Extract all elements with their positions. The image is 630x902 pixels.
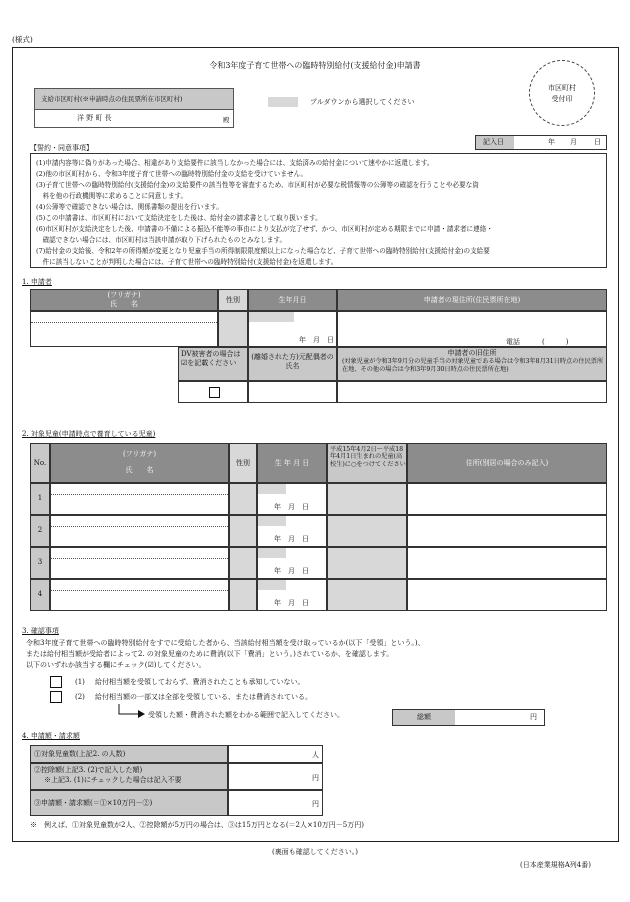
mayor-name: 洋 野 町 長 — [77, 114, 112, 122]
pledge-item: 料を他の行政機関等に求めることに同意します。 — [36, 192, 188, 200]
option2-label: 給付相当額の一部又は全部を受領している、または費消されている。 — [95, 693, 312, 701]
option2-number: (2) — [75, 693, 85, 701]
child-hs-field[interactable] — [327, 547, 407, 579]
option1-label: 給付相当額を受領しておらず、費消されたことも承知していない。 — [95, 678, 305, 686]
applicant-birth-ymd: 年 月 日 — [299, 336, 334, 344]
child-birth-field[interactable] — [257, 579, 327, 611]
form-style-label: (様式) — [12, 35, 33, 44]
child-gender-select[interactable] — [229, 515, 257, 547]
pledge-heading: 【誓約・同意事項】 — [30, 144, 93, 152]
pledge-item: (2)他の市区町村から、令和3年度子育て世帯への臨時特別給付金の支給を受けていません。 — [36, 170, 308, 178]
dropdown-hint: プルダウンから選択してください — [310, 98, 415, 106]
option1-number: (1) — [75, 678, 85, 686]
children-furigana-header: (フリガナ) — [122, 450, 157, 458]
child-name-field[interactable] — [50, 579, 229, 611]
child-hs-field[interactable] — [327, 483, 407, 515]
child-birth-field[interactable] — [257, 515, 327, 547]
pledge-item: (1)申請内容等に偽りがあった場合、相違があり支給要件に該当しなかった場合には、支給済みの給付金について速やかに返還します。 — [36, 159, 434, 167]
form-title: 令和3年度子育て世帯への臨時特別給付(支援給付金)申請書 — [209, 61, 421, 70]
section3-intro-3: 以下のいずれか該当する欄にチェック(☑)してください。 — [26, 661, 206, 669]
pledge-box — [30, 153, 607, 268]
child-hs-field[interactable] — [327, 515, 407, 547]
applicant-table — [30, 289, 607, 412]
exspouse-field[interactable] — [248, 381, 337, 403]
section3-heading: 3. 確認事項 — [22, 627, 59, 635]
children-gender-header: 性別 — [236, 459, 250, 467]
child-name-field[interactable] — [50, 547, 229, 579]
pledge-item: 件に該当しないことが判明した場合には、子育て世帯への臨時特別給付(支援給付金)を返還します。 — [36, 258, 338, 266]
child-birth-field[interactable] — [257, 547, 327, 579]
section3-intro-2: または給付相当額が受給者によって2. の対象児童のために費消(以下「費消」という。)されているか、を確認します。 — [26, 650, 394, 658]
applicant-name-header: 氏 名 — [110, 300, 138, 308]
child-gender-select[interactable] — [229, 483, 257, 515]
dv-label: DV被害者の場合は☑を記載ください — [181, 350, 241, 367]
arrow-icon — [118, 703, 148, 719]
child-birth-ymd: 年 月 日 — [274, 567, 309, 575]
child-birth-ymd: 年 月 日 — [274, 535, 309, 543]
request-unit: 円 — [312, 800, 319, 808]
section4-heading: 4. 申請額・請求額 — [22, 732, 80, 740]
municipality-select[interactable] — [34, 88, 234, 110]
pledge-item: (7)給付金の支給後、令和2年の所得額が変更となり児童手当の所得制限限度額以上になった場合など、子育て世帯への臨時特別給付(支援給付金)の支給要 — [36, 247, 490, 255]
applicant-gender-header: 性別 — [226, 296, 240, 304]
applicant-furigana-header: (フリガナ) — [107, 291, 141, 299]
child-hs-field[interactable] — [327, 579, 407, 611]
applicant-name-field[interactable] — [30, 311, 218, 347]
entry-day: 日 — [594, 138, 601, 146]
applicant-birth-field[interactable] — [248, 311, 337, 347]
entry-date-label: 記入日 — [483, 138, 504, 146]
children-hs-header: 平成15年4月2日～平成18年4月1日生まれの児童(高校生)に○をつけてください — [330, 446, 406, 468]
request-field[interactable] — [228, 790, 323, 816]
applicant-address-header: 申請者の現住所(住民票所在地) — [423, 296, 521, 304]
children-address-header: 住所(別居の場合のみ記入) — [465, 459, 549, 467]
option2-checkbox[interactable] — [50, 691, 62, 703]
children-birth-header: 生 年 月 日 — [274, 459, 310, 467]
applicant-gender-select[interactable] — [218, 311, 248, 347]
addressee-label: 支給市区町村(※申請時点の住民票所在市区町村) — [41, 95, 183, 103]
mayor-box — [34, 110, 234, 128]
dv-cell — [178, 381, 248, 403]
child-row-number: 2 — [37, 526, 43, 534]
total-unit: 円 — [530, 713, 537, 721]
section1-heading: 1. 申請者 — [22, 278, 52, 286]
phone-paren: ( ) — [542, 338, 569, 346]
applicant-birth-header: 生年月日 — [278, 296, 307, 304]
child-row-number: 3 — [37, 558, 43, 566]
child-gender-select[interactable] — [229, 547, 257, 579]
entry-year: 年 — [548, 138, 555, 146]
deduction-note: ※上記3. (1)にチェックした場合は記入不要 — [44, 776, 182, 784]
children-name-header: 氏 名 — [125, 466, 154, 474]
count-field[interactable] — [228, 745, 323, 763]
old-address-title: 申請者の旧住所 — [447, 349, 497, 357]
section3-intro-1: 令和3年度子育て世帯への臨時特別給付をすでに受給した者から、当該給付相当額を受け取っているか(以下「受領」という。)、 — [26, 639, 425, 647]
child-name-field[interactable] — [50, 515, 229, 547]
child-address-field[interactable] — [407, 483, 607, 515]
pledge-item: (5)この申請書は、市区町村において支給決定をした後は、給付金の請求書として取り扱います。 — [36, 214, 322, 222]
example-note: ※ 例えば、①対象児童数が2人、②控除額が5万円の場合は、③は15万円となる(＝2人×10万円－5万円) — [30, 821, 364, 829]
child-row-number: 4 — [37, 590, 43, 598]
child-name-field[interactable] — [50, 483, 229, 515]
deduction-field[interactable] — [228, 763, 323, 790]
section2-heading: 2. 対象児童(申請時点で養育している児童) — [22, 430, 156, 438]
honorific: 殿 — [223, 116, 230, 124]
total-amount-field[interactable] — [392, 709, 545, 726]
child-birth-ymd: 年 月 日 — [274, 599, 309, 607]
old-address-note: (対象児童が令和3年9月分の児童手当の対象児童である場合は令和3年8月31日時点の住民票所在地、その他の場合は令和3年9月30日時点の住民票所在地) — [342, 358, 604, 373]
child-gender-select[interactable] — [229, 579, 257, 611]
child-birth-ymd: 年 月 日 — [274, 503, 309, 511]
amount-table — [30, 745, 323, 816]
child-birth-field[interactable] — [257, 483, 327, 515]
old-address-field[interactable] — [337, 381, 607, 403]
deduction-unit: 円 — [312, 774, 319, 782]
deduction-label: ②控除額(上記3. (2)で記入した額) — [34, 766, 143, 774]
pledge-item: (6)市区町村が支給決定をした後、申請書の不備による振込不能等の事由により支払が完了せず、かつ、市区町村が定める期限までに申請・請求者に連絡・ — [36, 225, 493, 233]
phone-label: 電話 — [506, 338, 520, 346]
children-no-header: No. — [33, 459, 47, 467]
reception-stamp — [529, 60, 595, 126]
pledge-item: 確認できない場合には、市区町村は当該申請が取り下げられたものとみなします。 — [36, 236, 287, 244]
pledge-item: (3)子育て世帯への臨時特別給付(支援給付金)の支給要件の該当性等を審査するため、市区町村が必要な税情報等の公簿等の確認を行うことや必要な資 — [36, 181, 479, 189]
child-address-field[interactable] — [407, 515, 607, 547]
footer-spec: (日本産業規格A列4番) — [520, 861, 591, 869]
total-label: 総額 — [417, 713, 431, 721]
exspouse-label: (離婚された方)元配偶者の氏名 — [251, 353, 334, 371]
stamp-label: 市区町村 受付印 — [548, 84, 576, 103]
entry-date-field[interactable] — [475, 135, 607, 150]
request-label: ③申請額・請求額(＝①×10万円－②) — [34, 799, 153, 807]
child-row-number: 1 — [37, 494, 43, 502]
pledge-item: (4)公簿等で確認できない場合は、関係書類の提出を行います。 — [36, 203, 223, 211]
child-address-field[interactable] — [407, 547, 607, 579]
children-table — [30, 443, 607, 613]
child-address-field[interactable] — [407, 579, 607, 611]
arrow-note: 受領した額・費消された額をわかる範囲で記入してください。 — [148, 711, 344, 719]
applicant-address-field[interactable] — [337, 311, 607, 347]
entry-month: 月 — [570, 138, 577, 146]
dv-checkbox[interactable] — [209, 387, 220, 398]
dropdown-swatch — [268, 97, 298, 107]
count-unit: 人 — [312, 751, 319, 759]
footer-back-note: (裏面も確認してください。) — [272, 848, 358, 856]
option1-checkbox[interactable] — [50, 676, 62, 688]
count-label: ①対象児童数(上記2. の人数) — [34, 750, 126, 758]
